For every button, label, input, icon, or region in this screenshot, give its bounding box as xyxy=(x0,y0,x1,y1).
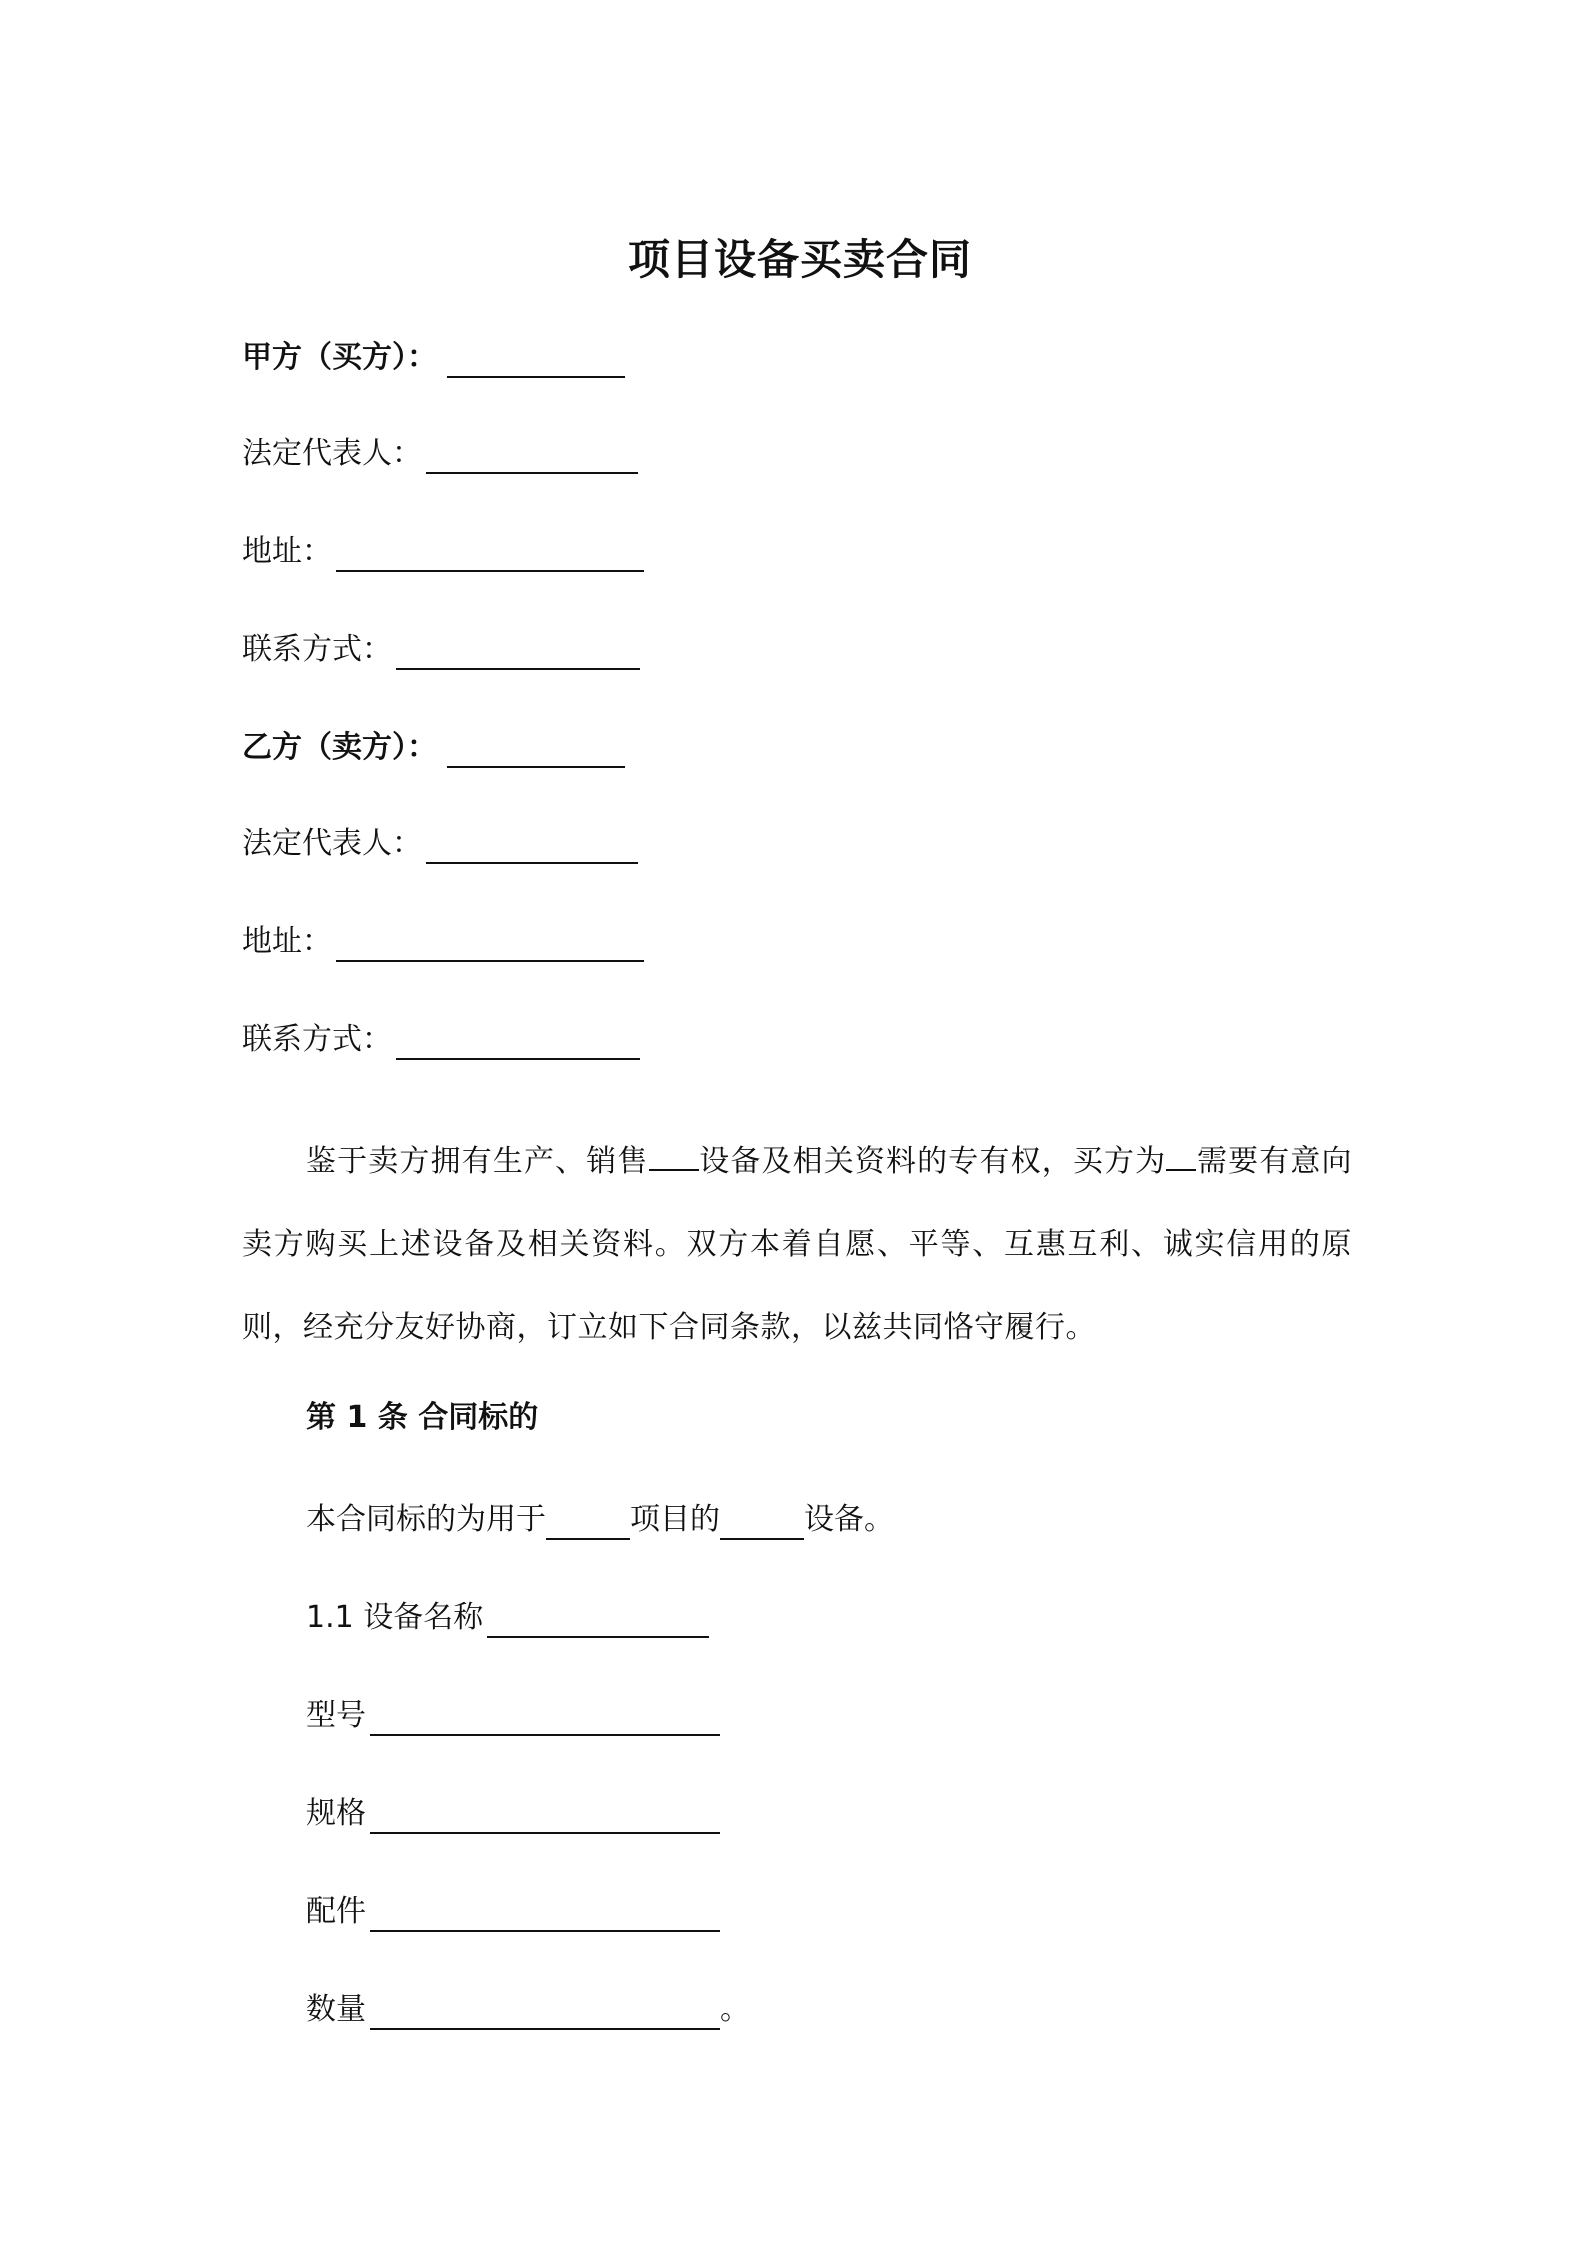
spec-row xyxy=(306,1794,720,1834)
project-name-blank[interactable] xyxy=(546,1504,630,1540)
party-b-label: 乙方（卖方）： xyxy=(242,730,437,765)
accessories-blank[interactable] xyxy=(370,1896,720,1932)
equipment-name-label: 1.1 设备名称 xyxy=(306,1600,484,1635)
quantity-end-mark: 。 xyxy=(720,1992,750,2027)
equipment-name-blank[interactable] xyxy=(487,1602,709,1638)
party-b-contact-blank[interactable] xyxy=(396,1024,640,1060)
party-b-legal-rep-label: 法定代表人： xyxy=(242,826,422,861)
party-a-address-blank[interactable] xyxy=(336,536,644,572)
accessories-label: 配件 xyxy=(306,1894,366,1929)
article-1-heading: 第 1 条 合同标的 xyxy=(306,1400,539,1435)
party-b-legal-rep-blank[interactable] xyxy=(426,828,638,864)
party-b-heading xyxy=(242,728,625,768)
party-b-legal-rep-row xyxy=(242,824,638,864)
party-a-contact-row xyxy=(242,630,640,670)
quantity-row xyxy=(306,1990,750,2030)
party-a-label: 甲方（买方）： xyxy=(242,340,437,375)
party-a-legal-rep-blank[interactable] xyxy=(426,438,638,474)
preamble-paragraph xyxy=(242,1120,1352,1369)
preamble-blank-1[interactable] xyxy=(649,1139,699,1171)
party-b-address-row xyxy=(242,922,644,962)
quantity-label: 数量 xyxy=(306,1992,366,2027)
model-blank[interactable] xyxy=(370,1700,720,1736)
party-a-blank[interactable] xyxy=(447,342,625,378)
preamble-part1: 鉴于卖方拥有生产、销售 xyxy=(306,1144,649,1179)
party-a-legal-rep-label: 法定代表人： xyxy=(242,436,422,471)
accessories-row xyxy=(306,1892,720,1932)
party-a-heading xyxy=(242,338,625,378)
article-1-intro-part1: 本合同标的为用于 xyxy=(306,1502,546,1537)
equipment-type-blank[interactable] xyxy=(720,1504,804,1540)
article-1-intro xyxy=(306,1500,894,1540)
preamble-blank-2[interactable] xyxy=(1166,1139,1196,1171)
party-a-address-label: 地址： xyxy=(242,534,332,569)
spec-label: 规格 xyxy=(306,1796,366,1831)
party-b-address-blank[interactable] xyxy=(336,926,644,962)
party-b-blank[interactable] xyxy=(447,732,625,768)
party-a-contact-label: 联系方式： xyxy=(242,632,392,667)
party-b-contact-label: 联系方式： xyxy=(242,1022,392,1057)
party-a-legal-rep-row xyxy=(242,434,638,474)
preamble-part3: 需要有意向卖方购买上述设备及相关资料。双方本着自愿、平等、互惠互利、诚实信用的原则，经充分友好协商，订立如下合同条款，以兹共同恪守履行。 xyxy=(242,1144,1352,1345)
party-a-address-row xyxy=(242,532,644,572)
article-1-intro-part3: 设备。 xyxy=(804,1502,894,1537)
quantity-blank[interactable] xyxy=(370,1994,720,2030)
article-1-intro-part2: 项目的 xyxy=(630,1502,720,1537)
preamble-part2: 设备及相关资料的专有权，买方为 xyxy=(698,1144,1167,1179)
party-b-contact-row xyxy=(242,1020,640,1060)
model-label: 型号 xyxy=(306,1698,366,1733)
party-a-contact-blank[interactable] xyxy=(396,634,640,670)
party-b-address-label: 地址： xyxy=(242,924,332,959)
equipment-name-row xyxy=(306,1598,709,1638)
spec-blank[interactable] xyxy=(370,1798,720,1834)
page-title: 项目设备买卖合同 xyxy=(627,235,972,284)
model-row xyxy=(306,1696,720,1736)
